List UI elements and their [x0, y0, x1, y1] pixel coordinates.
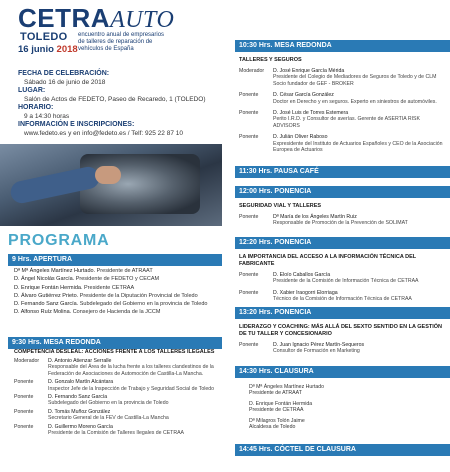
engine-shape	[80, 154, 200, 214]
coctel-section	[235, 444, 450, 456]
inscripciones-value: www.fedeto.es y en info@fedeto.es / Telf: 925 22 87 10	[24, 129, 183, 137]
mesa2-topic: TALLERES Y SEGUROS	[239, 57, 302, 63]
ponencia1-section	[235, 186, 450, 227]
list-item: D. Álvaro Gutiérrez Prieto. Presidente de la Diputación Provincial de Toledo	[14, 292, 198, 299]
list-item: Dª Mª Ángeles Martínez Hurtado. Presidente de ATRAAT	[14, 268, 153, 274]
list-item: D. Ángel Nicolás García. Presidente de FEDETO y CECAM	[14, 276, 160, 283]
event-info	[18, 70, 218, 138]
ponencia1-topic: SEGURIDAD VIAL Y TALLERES	[239, 203, 322, 209]
clausura-bar: 14:30 Hrs. CLAUSURA	[235, 366, 450, 378]
mesa2-section	[235, 40, 450, 153]
cetra-auto-logo	[18, 3, 175, 55]
logo-subtitle: encuentro anual de empresarios de talleres de reparación de vehículos de España	[78, 32, 165, 52]
list-item: Dª Milagros Tolón Jaime Alcaldesa de Toledo	[249, 417, 305, 431]
list-item: D. Enrique Fontán Hermida. Presidente CETRAA	[14, 284, 135, 291]
mesa1-bar: 9:30 Hrs. MESA REDONDA	[8, 337, 222, 349]
speaker-row: Ponente Dª María de los Ángeles Martín Ruiz Responsable de Promoción de la Prevención de SOLIMAT	[239, 214, 408, 227]
logo-cetra: CETRA	[18, 3, 111, 33]
speaker-row: Ponente D. Fernando Sanz García Subdelegado del Gobierno en la provincia de Toledo	[14, 394, 169, 407]
mesa1-topic: COMPETENCIA DESLEAL: ACCIONES FRENTE A LOS TALLERES ILEGALES	[14, 349, 215, 355]
ponencia3-bar: 13:20 Hrs. PONENCIA	[235, 307, 450, 319]
mesa1-list	[14, 349, 222, 436]
speaker-row: Moderador D. José Enrique García Mérida Presidente del Colegio de Mediadores de Seguros de Toledo y de CLM Socio fundador de GEF - BROKER	[239, 68, 437, 87]
speaker-row: Ponente D. Xabier Iraogorri Elorriaga Técnico de la Comisión de Información Técnica de CETRAA	[239, 289, 412, 303]
speaker-row: Ponente D. Gonzalo Martín Alcántara Inspector Jefe de la Inspección de Trabajo y Seguridad Social de Toledo	[14, 379, 215, 392]
list-item: Dª Mª Ángeles Martínez Hurtado Presidente de ATRAAT	[249, 384, 325, 397]
ponencia2-section	[235, 237, 450, 303]
logo-date: 16 junio 2018	[18, 44, 78, 55]
speaker-row: Ponente D. Eloío Caballos García Presidente de la Comisión de Información Técnica de CETRAA	[239, 272, 419, 285]
hand-shape	[95, 166, 121, 184]
pausa-bar: 11:30 Hrs. PAUSA CAFÉ	[235, 166, 450, 178]
pausa-section	[235, 166, 450, 178]
clausura-section	[235, 366, 450, 430]
lugar-value: Salón de Actos de FEDETO, Paseo de Recaredo, 1 (TOLEDO)	[24, 95, 206, 103]
inscripciones-label: INFORMACIÓN E INSCRIPCIONES:	[18, 121, 135, 128]
list-item: D. Enrique Fontán Hermida Presidente de CETRAA	[249, 400, 313, 414]
left-column	[0, 0, 222, 472]
speaker-row: Moderador D. Antonio Atienzar Serralle Responsable del Área de la lucha frente a los talleres clandestinos de la Federación de Asociaciones de Automoción de Castilla-La Mancha.	[14, 358, 214, 377]
speaker-row: Ponente D. Juan Ignacio Pérez Martín-Sequeros Consultor de Formación en Marketing	[239, 342, 365, 355]
speaker-row: Ponente D. Guillermo Moreno García Presidente de la Comisión de Talleres Ilegales de CETRAA	[14, 423, 185, 437]
apertura-bar: 9 Hrs. APERTURA	[8, 254, 222, 266]
speaker-row: Ponente D. Tomás Muñoz González Secretario General de la FEV de Castilla-La Mancha	[14, 408, 169, 422]
speaker-row: Ponente D. José Luis de Torres Estemera Perito I.R.D. y Consultor de averías. Gerente de ASERTIA RISK ADVISORS	[239, 110, 420, 129]
ponencia2-topic: LA IMPORTANCIA DEL ACCESO A LA INFORMACIÓN TÉCNICA DEL FABRICANTE	[239, 254, 417, 267]
ponencia3-topic: LIDERAZGO Y COACHING: MÁS ALLÁ DEL SEXTO SENTIDO EN LA GESTIÓN DE TU TALLER Y CONCESIONARIO	[239, 324, 443, 337]
lugar-label: LUGAR:	[18, 87, 46, 94]
speaker-row: Ponente D. Julián Oliver Raboso Expresidente del Instituto de Actuarios Españoles y CEO de la Asociación Europea de Actuarios	[239, 134, 443, 154]
horario-value: 9 a 14:30 horas	[24, 112, 70, 120]
fecha-value: Sábado 16 de junio de 2018	[24, 78, 106, 86]
programa-title: PROGRAMA	[8, 232, 110, 249]
mechanic-photo	[0, 144, 222, 226]
list-item: D. Fernando Sanz García. Subdelegado del Gobierno en la provincia de Toledo	[14, 301, 208, 308]
coctel-bar: 14:45 Hrs. CÓCTEL DE CLAUSURA	[235, 444, 450, 456]
ponencia1-bar: 12:00 Hrs. PONENCIA	[235, 186, 450, 198]
apertura-list	[14, 267, 222, 317]
logo-city: TOLEDO	[20, 31, 68, 43]
mesa2-bar: 10:30 Hrs. MESA REDONDA	[235, 40, 450, 52]
logo-auto: AUTO	[110, 7, 175, 33]
fecha-label: FECHA DE CELEBRACIÓN:	[18, 70, 110, 77]
speaker-row: Ponente D. César García González Doctor en Derecho y en seguros. Experto en siniestros de automóviles.	[239, 92, 437, 105]
ponencia2-bar: 12:20 Hrs. PONENCIA	[235, 237, 450, 249]
logo-year: 2018	[56, 44, 78, 55]
ponencia3-section	[235, 307, 450, 355]
list-item: D. Alfonso Ruíz Molina. Consejero de Hacienda de la JCCM	[14, 309, 161, 316]
horario-label: HORARIO:	[18, 104, 54, 111]
